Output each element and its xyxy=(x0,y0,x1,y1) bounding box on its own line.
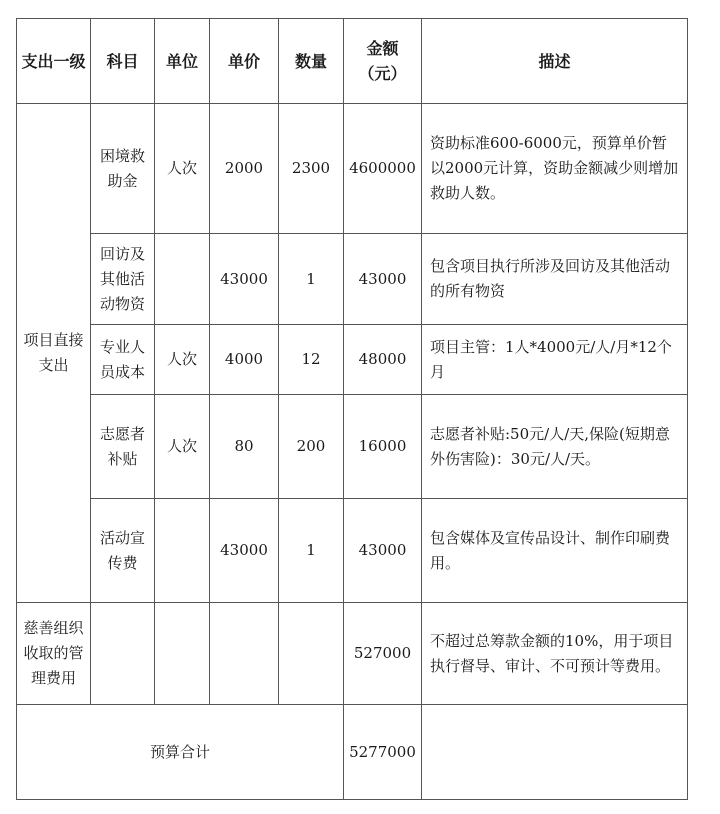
empty-cell xyxy=(155,603,210,705)
header-cell: 支出一级 xyxy=(17,19,91,104)
header-row xyxy=(17,19,688,104)
total-label: 预算合计 xyxy=(17,705,344,800)
header-cell: 金额（元） xyxy=(344,19,422,104)
header-cell: 描述 xyxy=(422,19,688,104)
desc-cell: 包含项目执行所涉及回访及其他活动的所有物资 xyxy=(422,234,688,325)
qty-cell: 200 xyxy=(279,395,344,499)
header-cell: 科目 xyxy=(91,19,155,104)
desc-cell: 不超过总筹款金额的10%，用于项目执行督导、审计、不可预计等费用。 xyxy=(422,603,688,705)
category-cell: 项目直接支出 xyxy=(17,104,91,603)
amount-cell: 16000 xyxy=(344,395,422,499)
amount-cell: 527000 xyxy=(344,603,422,705)
desc-cell: 包含媒体及宣传品设计、制作印刷费用。 xyxy=(422,499,688,603)
management-row xyxy=(17,603,688,705)
table-row xyxy=(17,395,688,499)
header-cell: 数量 xyxy=(279,19,344,104)
header-cell: 单价 xyxy=(210,19,279,104)
total-amount: 5277000 xyxy=(344,705,422,800)
table-row xyxy=(17,234,688,325)
desc-cell: 志愿者补贴:50元/人/天,保险(短期意外伤害险)：30元/人/天。 xyxy=(422,395,688,499)
unit-cell xyxy=(155,234,210,325)
qty-cell: 1 xyxy=(279,499,344,603)
empty-cell xyxy=(210,603,279,705)
amount-cell: 4600000 xyxy=(344,104,422,234)
amount-cell: 43000 xyxy=(344,499,422,603)
empty-cell xyxy=(91,603,155,705)
desc-cell: 项目主管：1人*4000元/人/月*12个月 xyxy=(422,325,688,395)
unit-cell: 人次 xyxy=(155,104,210,234)
subject-cell: 专业人员成本 xyxy=(91,325,155,395)
qty-cell: 12 xyxy=(279,325,344,395)
unit-cell: 人次 xyxy=(155,395,210,499)
total-row xyxy=(17,705,688,800)
price-cell: 4000 xyxy=(210,325,279,395)
empty-cell xyxy=(279,603,344,705)
unit-cell xyxy=(155,499,210,603)
price-cell: 2000 xyxy=(210,104,279,234)
price-cell: 43000 xyxy=(210,234,279,325)
qty-cell: 2300 xyxy=(279,104,344,234)
unit-cell: 人次 xyxy=(155,325,210,395)
table-row xyxy=(17,325,688,395)
subject-cell: 困境救助金 xyxy=(91,104,155,234)
subject-cell: 活动宣传费 xyxy=(91,499,155,603)
table-row xyxy=(17,104,688,234)
price-cell: 80 xyxy=(210,395,279,499)
desc-cell: 资助标准600-6000元，预算单价暂以2000元计算，资助金额减少则增加救助人数。 xyxy=(422,104,688,234)
header-cell: 单位 xyxy=(155,19,210,104)
qty-cell: 1 xyxy=(279,234,344,325)
price-cell: 43000 xyxy=(210,499,279,603)
amount-cell: 48000 xyxy=(344,325,422,395)
amount-cell: 43000 xyxy=(344,234,422,325)
empty-cell xyxy=(422,705,688,800)
subject-cell: 志愿者补贴 xyxy=(91,395,155,499)
table-row xyxy=(17,499,688,603)
subject-cell: 回访及其他活动物资 xyxy=(91,234,155,325)
category-cell: 慈善组织收取的管理费用 xyxy=(17,603,91,705)
budget-table xyxy=(16,18,688,800)
